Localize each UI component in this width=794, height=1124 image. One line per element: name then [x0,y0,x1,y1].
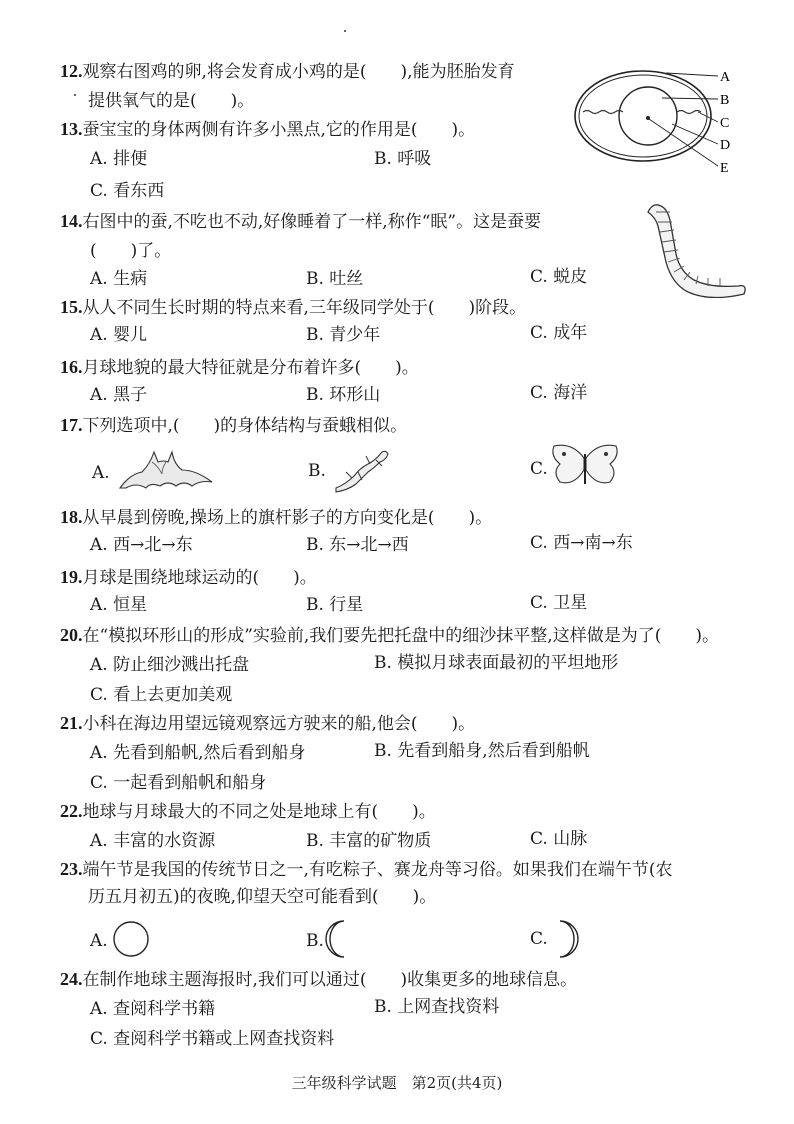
option-24b: B. 上网查找资料 [374,997,500,1017]
question-text: 地球与月球最大的不同之处是地球上有( )。 [82,802,436,822]
option-16a: A. 黑子 [90,385,148,405]
question-text: 月球是围绕地球运动的( )。 [82,568,317,588]
option-14a: A. 生病 [90,269,148,289]
egg-label-d: D [720,138,731,153]
question-number: 14. [60,211,83,231]
egg-pointer-c [698,112,718,122]
egg-label-b: B [720,93,730,108]
question-text: 观察右图鸡的卵,将会发育成小鸡的是( ),能为胚胎发育 [82,62,515,82]
option-23a: A. [90,931,108,951]
question-12-line1 [60,60,515,83]
option-18a: A. 西→北→东 [90,535,193,555]
question-14-line2: ( )了。 [90,241,172,261]
egg-label-c: C [720,116,730,131]
option-17b: B. [308,461,326,481]
butterfly-left-wing [553,445,584,483]
question-text: 下列选项中,( )的身体结构与蚕蛾相似。 [82,416,408,436]
egg-diagram [570,62,740,182]
option-19a: A. 恒星 [90,595,148,615]
question-12-line2: 提供氧气的是( )。 [88,91,255,111]
option-22b: B. 丰富的矿物质 [306,831,432,851]
option-13c: C. 看东西 [90,181,165,201]
option-23b: B. [306,931,324,951]
question-number: 15. [60,297,83,317]
option-21a: A. 先看到船帆,然后看到船身 [90,743,306,763]
bat-body [120,452,212,488]
question-text: 小科在海边用望远镜观察远方驶来的船,他会( )。 [82,714,476,734]
option-19b: B. 行星 [306,595,364,615]
question-text: 月球地貌的最大特征就是分布着许多( )。 [82,358,419,378]
option-20a: A. 防止细沙溅出托盘 [90,655,250,675]
scan-dot [74,94,76,96]
option-17c: C. [530,459,548,479]
option-15a: A. 婴儿 [90,325,148,345]
option-17a: A. [92,463,110,483]
question-number: 18. [60,507,83,527]
question-22 [60,800,436,823]
lizard-body [336,451,388,492]
butterfly-right-wing [586,445,617,483]
option-18c: C. 西→南→东 [530,533,633,553]
question-14-line1 [60,210,541,233]
question-16 [60,356,419,379]
question-number: 19. [60,567,83,587]
full-moon-icon [112,920,152,960]
question-number: 16. [60,357,83,377]
butterfly-spot [604,452,608,456]
question-text: 端午节是我国的传统节日之一,有吃粽子、赛龙舟等习俗。如果我们在端午节(农 [82,860,673,880]
question-19 [60,566,317,589]
waxing-crescent-icon [550,918,586,960]
waning-crescent-icon [324,918,360,960]
question-20 [60,624,719,647]
question-number: 20. [60,625,83,645]
question-number: 24. [60,969,83,989]
question-text: 从早晨到傍晚,操场上的旗杆影子的方向变化是( )。 [82,508,493,528]
egg-pointer-d [672,124,718,144]
question-text: 在制作地球主题海报时,我们可以通过( )收集更多的地球信息。 [82,970,578,990]
option-22c: C. 山脉 [530,829,588,849]
silkworm-body [648,205,745,298]
egg-label-a: A [720,70,731,85]
option-23c: C. [530,929,548,949]
option-13a: A. 排便 [90,149,148,169]
silkworm-image [636,198,746,298]
question-number: 13. [60,119,83,139]
egg-label-e: E [720,161,729,176]
option-13b: B. 呼吸 [374,149,432,169]
option-18b: B. 东→北→西 [306,535,409,555]
butterfly-spot [562,452,566,456]
question-23-line2: 历五月初五)的夜晚,仰望天空可能看到( )。 [88,887,437,907]
option-24a: A. 查阅科学书籍 [90,999,216,1019]
option-20c: C. 看上去更加美观 [90,685,233,705]
option-16c: C. 海洋 [530,383,588,403]
question-text: 从人不同生长时期的特点来看,三年级同学处于( )阶段。 [82,298,527,318]
question-17 [60,414,407,437]
option-14b: B. 吐丝 [306,269,364,289]
question-13 [60,118,475,141]
question-24 [60,968,577,991]
page-footer: 三年级科学试题 第2页(共4页) [291,1074,503,1092]
question-text: 蚕宝宝的身体两侧有许多小黑点,它的作用是( )。 [82,120,476,140]
option-20b: B. 模拟月球表面最初的平坦地形 [374,653,619,673]
question-text: 在“模拟环形山的形成”实验前,我们要先把托盘中的细沙抹平整,这样做是为了( )。 [82,626,719,646]
option-16b: B. 环形山 [306,385,381,405]
option-15b: B. 青少年 [306,325,381,345]
option-22a: A. 丰富的水资源 [90,831,216,851]
scan-dot [344,30,346,32]
question-23-line1 [60,858,673,881]
question-number: 22. [60,801,83,821]
option-21c: C. 一起看到船帆和船身 [90,773,267,793]
bat-image [116,448,216,498]
question-text: 右图中的蚕,不吃也不动,好像睡着了一样,称作“眠”。这是蚕要 [82,212,542,232]
option-24c: C. 查阅科学书籍或上网查找资料 [90,1029,335,1049]
butterfly-image [550,440,620,494]
question-15 [60,296,526,319]
option-15c: C. 成年 [530,323,588,343]
question-number: 17. [60,415,83,435]
question-number: 23. [60,859,83,879]
egg-chalaza [583,111,701,114]
lizard-image [330,446,396,496]
option-21b: B. 先看到船身,然后看到船帆 [374,741,590,761]
egg-pointer-b [662,98,718,99]
option-19c: C. 卫星 [530,593,588,613]
question-number: 21. [60,713,83,733]
option-14c: C. 蜕皮 [530,267,588,287]
question-number: 12. [60,61,83,81]
question-18 [60,506,492,529]
question-21 [60,712,475,735]
